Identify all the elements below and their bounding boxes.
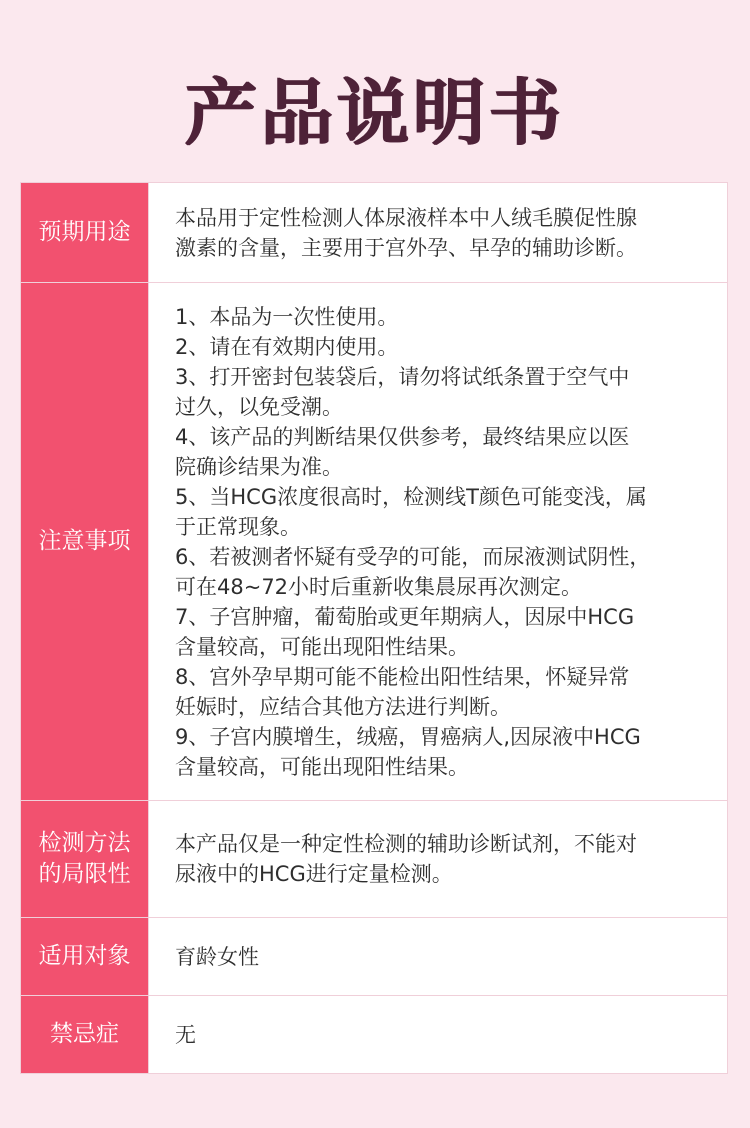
- label-line: 的局限性: [38, 861, 131, 887]
- row-value-contraindications: 无: [149, 996, 728, 1074]
- row-label-method-limitations: [21, 801, 149, 918]
- label-line: 检测方法: [38, 830, 131, 856]
- text-line: 激素的含量，主要用于宫外孕、早孕的辅助诊断。: [175, 235, 637, 260]
- precaution-line: 5、当HCG浓度很高时，检测线T颜色可能变浅，属: [175, 484, 647, 509]
- page-title: 产品说明书: [184, 71, 565, 155]
- precaution-line: 于正常现象。: [175, 514, 301, 539]
- row-value-method-limitations: [149, 801, 728, 918]
- row-label-precautions: 注意事项: [21, 283, 149, 801]
- precaution-line: 2、请在有效期内使用。: [175, 334, 399, 359]
- precaution-line: 7、子宫肿瘤，葡萄胎或更年期病人，因尿中HCG: [175, 604, 635, 629]
- text-line: 尿液中的HCG进行定量检测。: [175, 862, 453, 886]
- precaution-line: 妊娠时，应结合其他方法进行判断。: [175, 694, 511, 719]
- row-value-precautions: [149, 283, 728, 801]
- precaution-line: 1、本品为一次性使用。: [175, 304, 399, 329]
- row-value-target-users: 育龄女性: [149, 918, 728, 996]
- precaution-line: 8、宫外孕早期可能不能检出阳性结果，怀疑异常: [175, 664, 630, 689]
- row-label-target-users: 适用对象: [21, 918, 149, 996]
- table-row-method-limitations: [21, 801, 728, 918]
- text-line: 本品用于定性检测人体尿液样本中人绒毛膜促性腺: [175, 205, 637, 230]
- row-label-intended-use: 预期用途: [21, 183, 149, 283]
- precaution-line: 含量较高，可能出现阳性结果。: [175, 754, 469, 779]
- precaution-line: 3、打开密封包装袋后，请勿将试纸条置于空气中: [175, 364, 630, 389]
- table-row-contraindications: [21, 996, 728, 1074]
- table-row-intended-use: [21, 183, 728, 283]
- precaution-line: 9、子宫内膜增生，绒癌，胃癌病人,因尿液中HCG: [175, 724, 641, 749]
- row-value-intended-use: [149, 183, 728, 283]
- table-row-precautions: [21, 283, 728, 801]
- precaution-line: 6、若被测者怀疑有受孕的可能，而尿液测试阴性，: [175, 544, 651, 569]
- table-row-target-users: [21, 918, 728, 996]
- precaution-line: 含量较高，可能出现阳性结果。: [175, 634, 469, 659]
- row-label-contraindications: 禁忌症: [21, 996, 149, 1074]
- precaution-line: 过久，以免受潮。: [175, 394, 343, 419]
- text-line: 本产品仅是一种定性检测的辅助诊断试剂，不能对: [175, 832, 637, 856]
- spec-table: [20, 182, 728, 1074]
- precaution-line: 可在48~72小时后重新收集晨尿再次测定。: [175, 574, 583, 599]
- precaution-line: 院确诊结果为准。: [175, 454, 343, 479]
- precaution-line: 4、该产品的判断结果仅供参考，最终结果应以医: [175, 424, 630, 449]
